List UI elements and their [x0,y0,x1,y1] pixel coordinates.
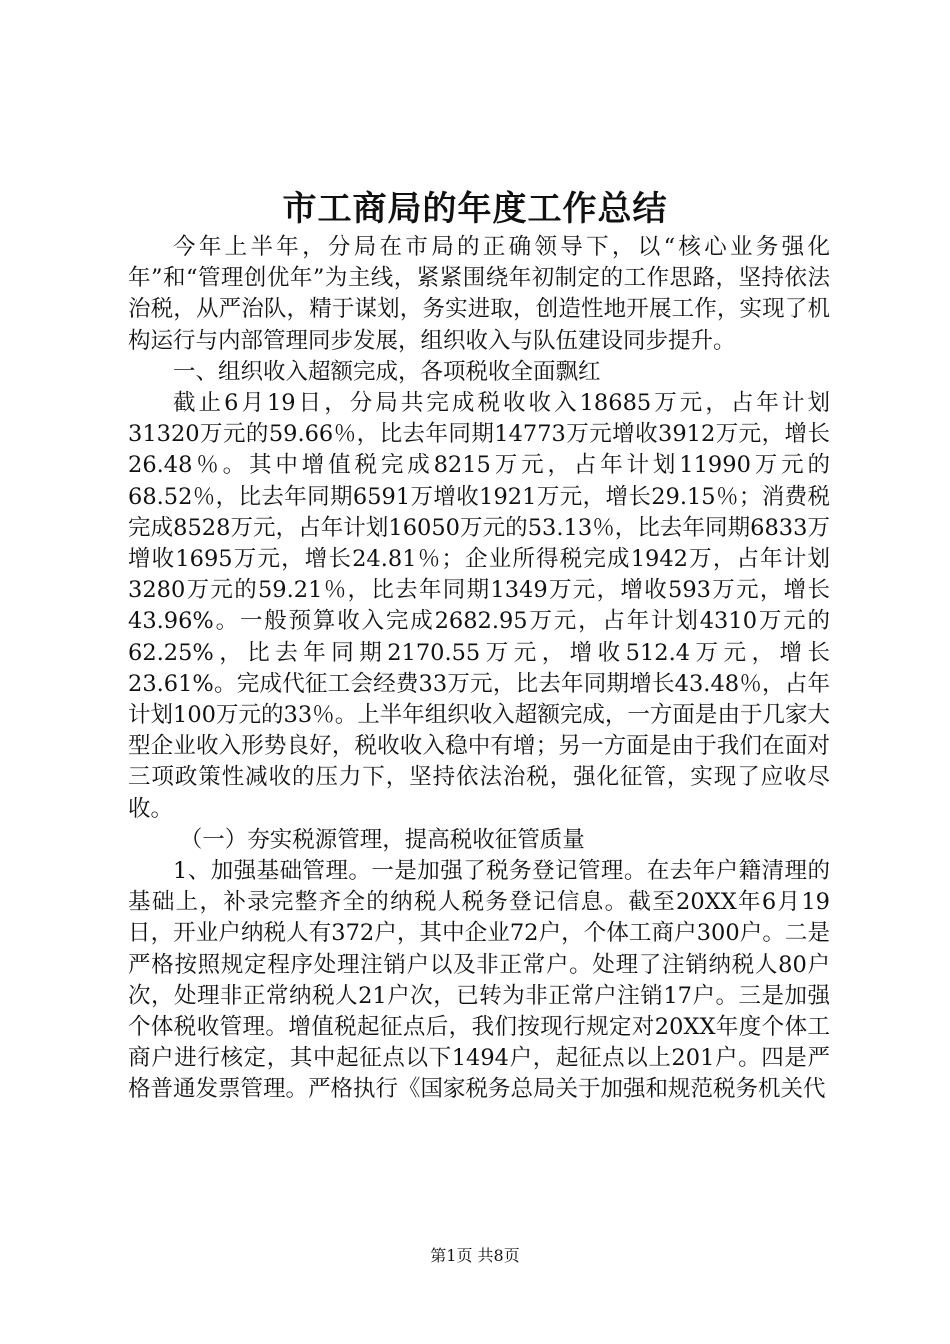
document-body [128,232,830,1106]
intro-paragraph: 今年上半年，分局在市局的正确领导下，以“核心业务强化年”和“管理创优年”为主线，紧紧围绕年初制定的工作思路，坚持依法治税，从严治队，精于谋划，务实进取，创造性地开展工作，实现了机构运行与内部管理同步发展，组织收入与队伍建设同步提升。 [128,234,830,354]
subsection-heading-1: （一）夯实税源管理，提高税收征管质量 [179,826,585,853]
page-indicator: 第1页 共8页 [430,1246,520,1265]
section-heading-1: 一、组织收入超额完成，各项税收全面飘红 [173,358,601,385]
document-title: 市工商局的年度工作总结 [282,189,668,229]
basic-management-paragraph: 1、加强基础管理。一是加强了税务登记管理。在去年户籍清理的基础上，补录完整齐全的纳税人税务登记信息。截至20XX年6月19日，开业户纳税人有372户，其中企业72户，个体工商户300户。二是严格按照规定程序处理注销户以及非正常户。处理了注销纳税人80户次，处理非正常纳税人21户次，已转为非正常户注销17户。三是加强个体税收管理。增值税起征点后，我们按现行规定对20XX年度个体工商户进行核定，其中起征点以下1494户，起征点以上201户。四是严格普通发票管理。严格执行《国家税务总局关于加强和规范税务机关代 [128,858,830,1103]
revenue-paragraph: 截止6月19日，分局共完成税收收入18685万元，占年计划31320万元的59.66％，比去年同期14773万元增收3912万元，增长26.48％。其中增值税完成8215万元，占年计划11990万元的68.52％，比去年同期6591万增收1921万元，增长29.15％；消费税完成8528万元，占年计划16050万元的53.13％，比去年同期6833万增收1695万元，增长24.81％；企业所得税完成1942万，占年计划3280万元的59.21％，比去年同期1349万元，增收593万元，增长43.96%。一般预算收入完成2682.95万元，占年计划4310万元的62.25%，比去年同期2170.55万元，增收512.4万元，增长23.61%。完成代征工会经费33万元，比去年同期增长43.48％，占年计划100万元的33％。上半年组织收入超额完成，一方面是由于几家大型企业收入形势良好，税收收入稳中有增；另一方面是由于我们在面对三项政策性减收的压力下，坚持依法治税，强化征管，实现了应收尽收。 [128,390,830,822]
